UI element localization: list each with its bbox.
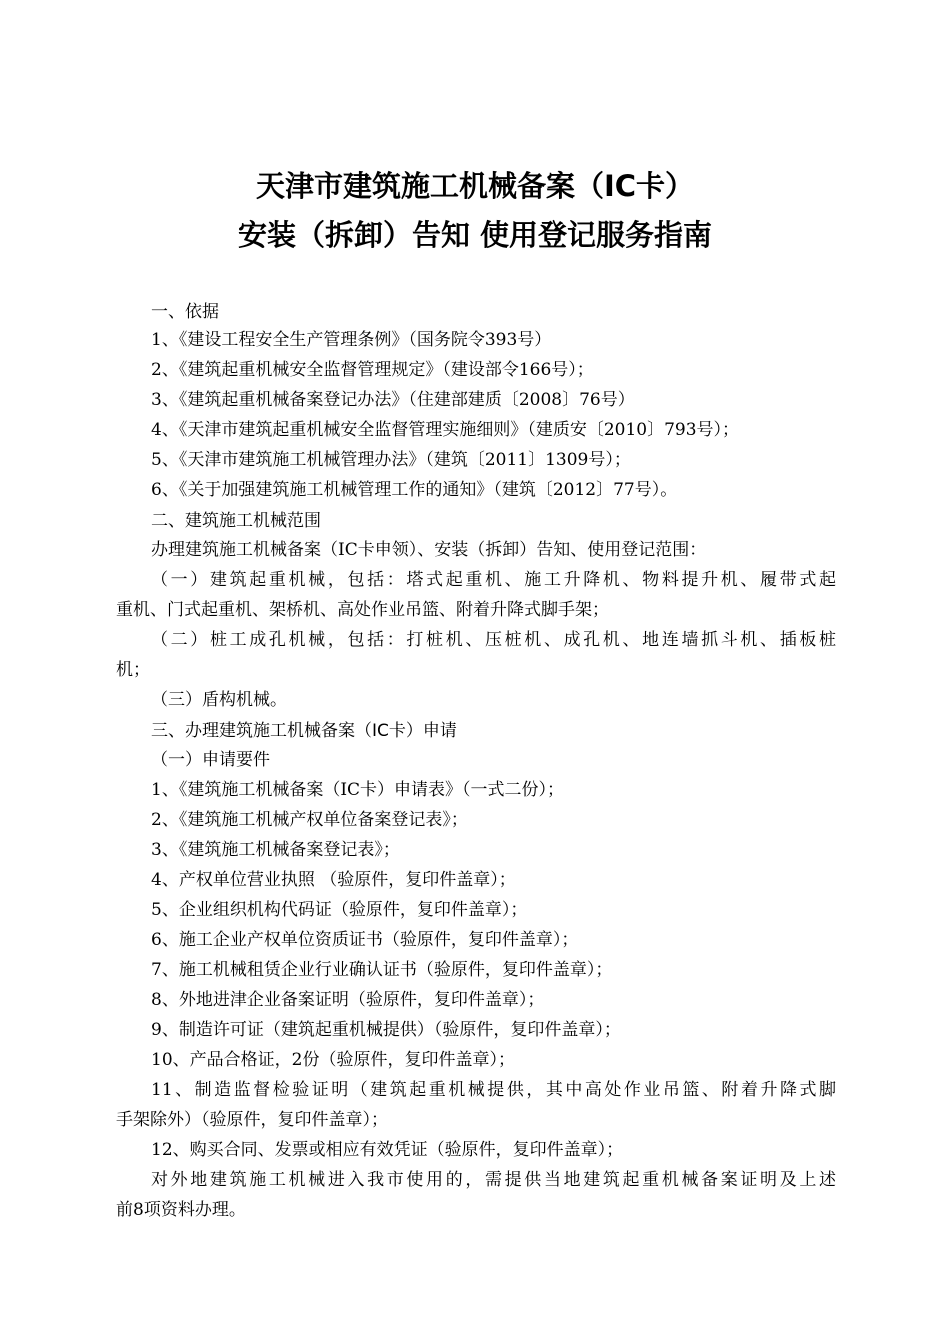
document-title-line-2: 安装（拆卸）告知 使用登记服务指南	[237, 218, 713, 252]
requirement-item: 10、产品合格证，2份（验原件，复印件盖章）；	[151, 1050, 515, 1070]
basis-item: 5、《天津市建筑施工机械管理办法》（建筑〔2011〕1309号）；	[151, 450, 631, 470]
document-title-line-1: 天津市建筑施工机械备案（IC卡）	[255, 169, 695, 203]
basis-item: 1、《建设工程安全生产管理条例》（国务院令393号）	[151, 330, 552, 350]
section-heading-scope: 二、建筑施工机械范围	[151, 511, 321, 531]
requirement-item: 1、《建筑施工机械备案（IC卡）申请表》（一式二份）；	[151, 780, 565, 800]
scope-paragraph-1-line-1: （一）建筑起重机械，包括：塔式起重机、施工升降机、物料提升机、履带式起	[151, 570, 836, 590]
requirement-item: 7、施工机械租赁企业行业确认证书（验原件，复印件盖章）；	[151, 960, 613, 980]
requirement-item: 8、外地进津企业备案证明（验原件，复印件盖章）；	[151, 990, 545, 1010]
requirement-item: 2、《建筑施工机械产权单位备案登记表》；	[151, 810, 468, 830]
basis-item: 3、《建筑起重机械备案登记办法》（住建部建质〔2008〕76号）	[151, 390, 635, 410]
requirement-item: 9、制造许可证（建筑起重机械提供）（验原件，复印件盖章）；	[151, 1020, 621, 1040]
section-heading-basis: 一、依据	[151, 302, 219, 322]
note-line-2: 前8项资料办理。	[116, 1200, 246, 1220]
basis-item: 6、《关于加强建筑施工机械管理工作的通知》（建筑〔2012〕77号）。	[151, 480, 678, 500]
section-heading-application: 三、办理建筑施工机械备案（IC卡）申请	[151, 721, 457, 741]
scope-paragraph-3: （三）盾构机械。	[151, 690, 287, 710]
scope-paragraph-2-line-1: （二）桩工成孔机械，包括：打桩机、压桩机、成孔机、地连墙抓斗机、插板桩	[151, 630, 836, 650]
basis-item: 4、《天津市建筑起重机械安全监督管理实施细则》（建质安〔2010〕793号）；	[151, 420, 740, 440]
requirement-item: 4、产权单位营业执照 （验原件，复印件盖章）；	[151, 870, 516, 890]
requirement-item: 3、《建筑施工机械备案登记表》；	[151, 840, 400, 860]
note-line-1: 对外地建筑施工机械进入我市使用的，需提供当地建筑起重机械备案证明及上述	[151, 1170, 836, 1190]
scope-paragraph-2-line-2: 机；	[116, 660, 150, 680]
application-subheading: （一）申请要件	[151, 750, 270, 770]
requirement-item: 6、施工企业产权单位资质证书（验原件，复印件盖章）；	[151, 930, 579, 950]
scope-paragraph-1-line-2: 重机、门式起重机、架桥机、高处作业吊篮、附着升降式脚手架；	[116, 600, 609, 620]
scope-intro: 办理建筑施工机械备案（IC卡申领）、安装（拆卸）告知、使用登记范围：	[151, 540, 707, 560]
requirement-item-11-line-1: 11、制造监督检验证明（建筑起重机械提供，其中高处作业吊篮、附着升降式脚	[151, 1080, 836, 1100]
requirement-item-12: 12、购买合同、发票或相应有效凭证（验原件，复印件盖章）；	[151, 1140, 624, 1160]
requirement-item-11-line-2: 手架除外）（验原件，复印件盖章）；	[116, 1110, 388, 1130]
requirement-item: 5、企业组织机构代码证（验原件，复印件盖章）；	[151, 900, 528, 920]
basis-item: 2、《建筑起重机械安全监督管理规定》（建设部令166号）；	[151, 360, 594, 380]
